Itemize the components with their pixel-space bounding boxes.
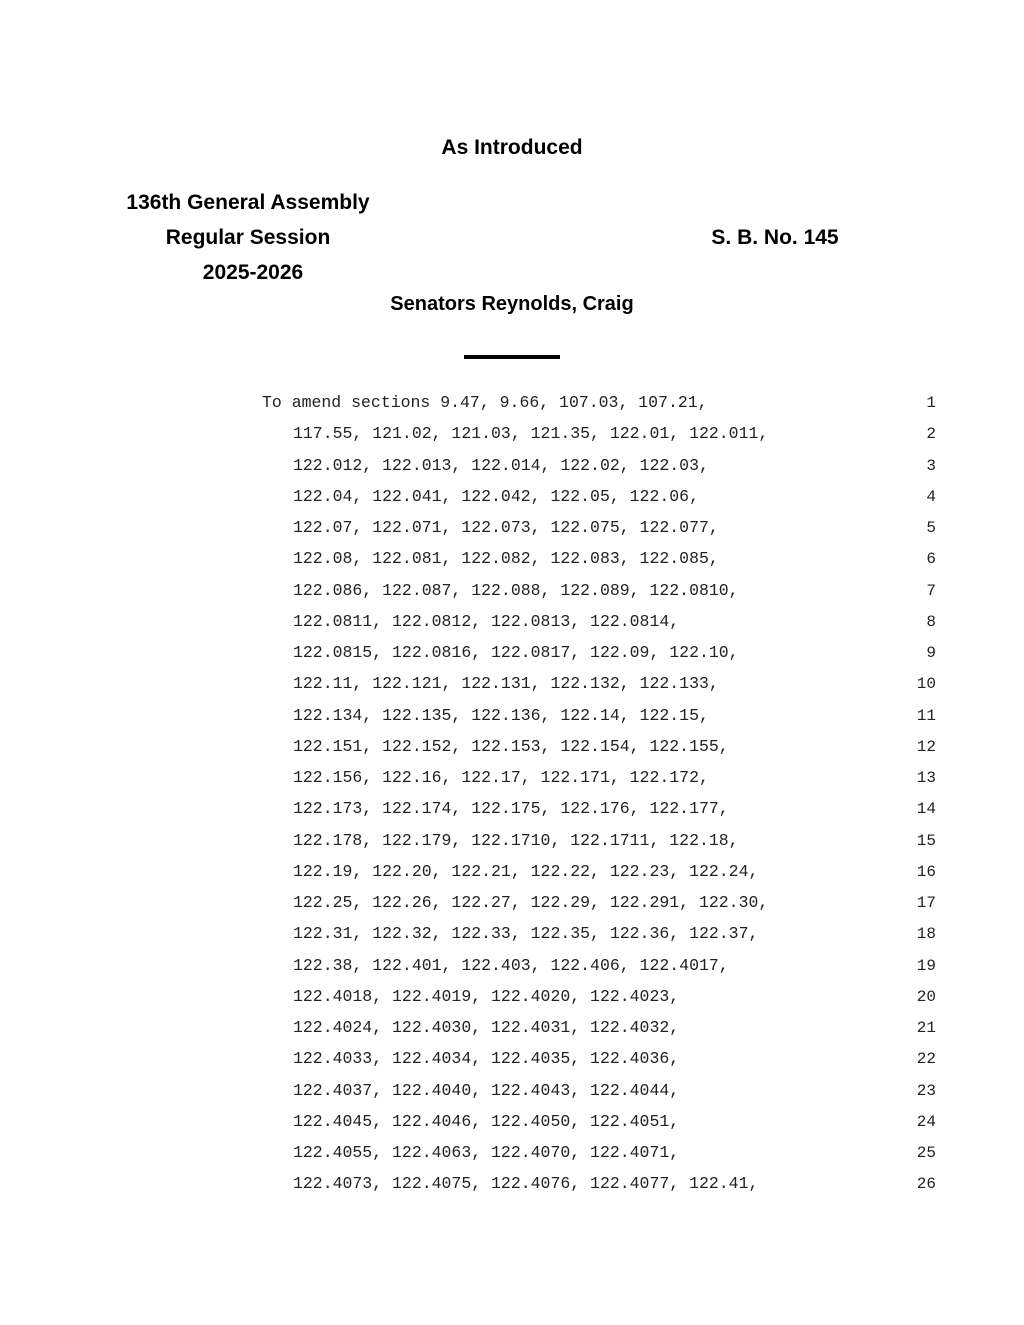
title-line xyxy=(0,671,1024,702)
title-line xyxy=(0,921,1024,952)
title-line xyxy=(0,515,1024,546)
line-number: 6 xyxy=(926,550,936,569)
line-number: 1 xyxy=(926,394,936,412)
line-number: 11 xyxy=(916,706,936,725)
title-line xyxy=(0,421,1024,452)
title-line-text: 122.0815, 122.0816, 122.0817, 122.09, 122.10, xyxy=(293,643,739,662)
bill-number: S. B. No. 145 xyxy=(711,226,839,249)
line-number: 22 xyxy=(916,1050,936,1069)
title-line-text: 122.134, 122.135, 122.136, 122.14, 122.15, xyxy=(293,705,709,725)
line-number: 2 xyxy=(926,425,936,444)
title-line xyxy=(0,484,1024,515)
title-line-text: 122.31, 122.32, 122.33, 122.35, 122.36, 122.37, xyxy=(293,924,759,944)
title-line xyxy=(0,453,1024,484)
title-line-text: 122.08, 122.081, 122.082, 122.083, 122.085, xyxy=(293,549,719,569)
title-line xyxy=(0,578,1024,609)
title-line-text: 122.4033, 122.4034, 122.4035, 122.4036, xyxy=(293,1049,680,1069)
line-number: 23 xyxy=(916,1081,936,1100)
line-number: 17 xyxy=(916,894,936,912)
title-line-text: 117.55, 121.02, 121.03, 121.35, 122.01, 122.011, xyxy=(293,424,769,444)
line-number: 4 xyxy=(926,487,936,506)
title-line xyxy=(0,1171,1024,1202)
line-number: 20 xyxy=(916,987,936,1006)
title-line-text: 122.156, 122.16, 122.17, 122.171, 122.172, xyxy=(293,768,709,787)
general-assembly: 136th General Assembly xyxy=(126,191,370,214)
session-years: 2025-2026 xyxy=(202,261,304,284)
title-line-text: 122.012, 122.013, 122.014, 122.02, 122.03, xyxy=(293,455,709,475)
line-number: 14 xyxy=(916,800,936,819)
title-line xyxy=(0,765,1024,796)
session-name: Regular Session xyxy=(165,226,331,249)
title-line-text: 122.04, 122.041, 122.042, 122.05, 122.06, xyxy=(293,486,699,506)
title-line xyxy=(0,390,1024,421)
title-line xyxy=(0,546,1024,577)
title-line xyxy=(0,1078,1024,1109)
title-line-text: 122.151, 122.152, 122.153, 122.154, 122.155, xyxy=(293,736,729,756)
title-line xyxy=(0,984,1024,1015)
title-line-text: To amend sections 9.47, 9.66, 107.03, 107.21, xyxy=(262,393,708,412)
title-line-text: 122.38, 122.401, 122.403, 122.406, 122.4017, xyxy=(293,955,729,975)
title-line-text: 122.173, 122.174, 122.175, 122.176, 122.177, xyxy=(293,799,729,819)
line-number: 3 xyxy=(926,456,936,475)
title-line xyxy=(0,1140,1024,1171)
title-line-text: 122.07, 122.071, 122.073, 122.075, 122.077, xyxy=(293,518,719,537)
title-line xyxy=(0,828,1024,859)
line-number: 16 xyxy=(916,862,936,881)
line-number: 21 xyxy=(916,1019,936,1037)
title-line xyxy=(0,640,1024,671)
line-number: 26 xyxy=(916,1175,936,1194)
bill-sponsors: Senators Reynolds, Craig xyxy=(390,293,634,315)
title-line-text: 122.4037, 122.4040, 122.4043, 122.4044, xyxy=(293,1080,680,1100)
title-line-text: 122.0811, 122.0812, 122.0813, 122.0814, xyxy=(293,611,680,631)
title-line xyxy=(0,796,1024,827)
line-number: 9 xyxy=(926,644,936,662)
line-number: 15 xyxy=(916,831,936,850)
title-line xyxy=(0,1046,1024,1077)
title-line xyxy=(0,734,1024,765)
line-number: 25 xyxy=(916,1144,936,1162)
line-number: 5 xyxy=(926,519,936,537)
title-line xyxy=(0,890,1024,921)
bill-title xyxy=(0,390,1024,1203)
line-number: 19 xyxy=(916,956,936,975)
title-line-text: 122.4073, 122.4075, 122.4076, 122.4077, 122.41, xyxy=(293,1174,759,1194)
title-line xyxy=(0,1015,1024,1046)
line-number: 18 xyxy=(916,925,936,944)
document-status: As Introduced xyxy=(441,136,583,159)
line-number: 24 xyxy=(916,1112,936,1131)
header-divider xyxy=(464,355,560,359)
title-line-text: 122.4018, 122.4019, 122.4020, 122.4023, xyxy=(293,986,680,1006)
title-line-text: 122.19, 122.20, 122.21, 122.22, 122.23, 122.24, xyxy=(293,861,759,881)
title-line-text: 122.4045, 122.4046, 122.4050, 122.4051, xyxy=(293,1111,680,1131)
title-line-text: 122.086, 122.087, 122.088, 122.089, 122.0810, xyxy=(293,580,739,600)
line-number: 7 xyxy=(926,581,936,600)
title-line xyxy=(0,1109,1024,1140)
title-line-text: 122.4055, 122.4063, 122.4070, 122.4071, xyxy=(293,1143,680,1162)
title-line-text: 122.4024, 122.4030, 122.4031, 122.4032, xyxy=(293,1018,680,1037)
line-number: 10 xyxy=(916,675,936,694)
line-number: 8 xyxy=(926,612,936,631)
title-line-text: 122.178, 122.179, 122.1710, 122.1711, 122.18, xyxy=(293,830,739,850)
title-line xyxy=(0,953,1024,984)
title-line xyxy=(0,609,1024,640)
line-number: 12 xyxy=(916,737,936,756)
title-line xyxy=(0,859,1024,890)
title-line-text: 122.25, 122.26, 122.27, 122.29, 122.291, 122.30, xyxy=(293,893,769,912)
title-line xyxy=(0,703,1024,734)
title-line-text: 122.11, 122.121, 122.131, 122.132, 122.133, xyxy=(293,674,719,694)
line-number: 13 xyxy=(916,769,936,787)
